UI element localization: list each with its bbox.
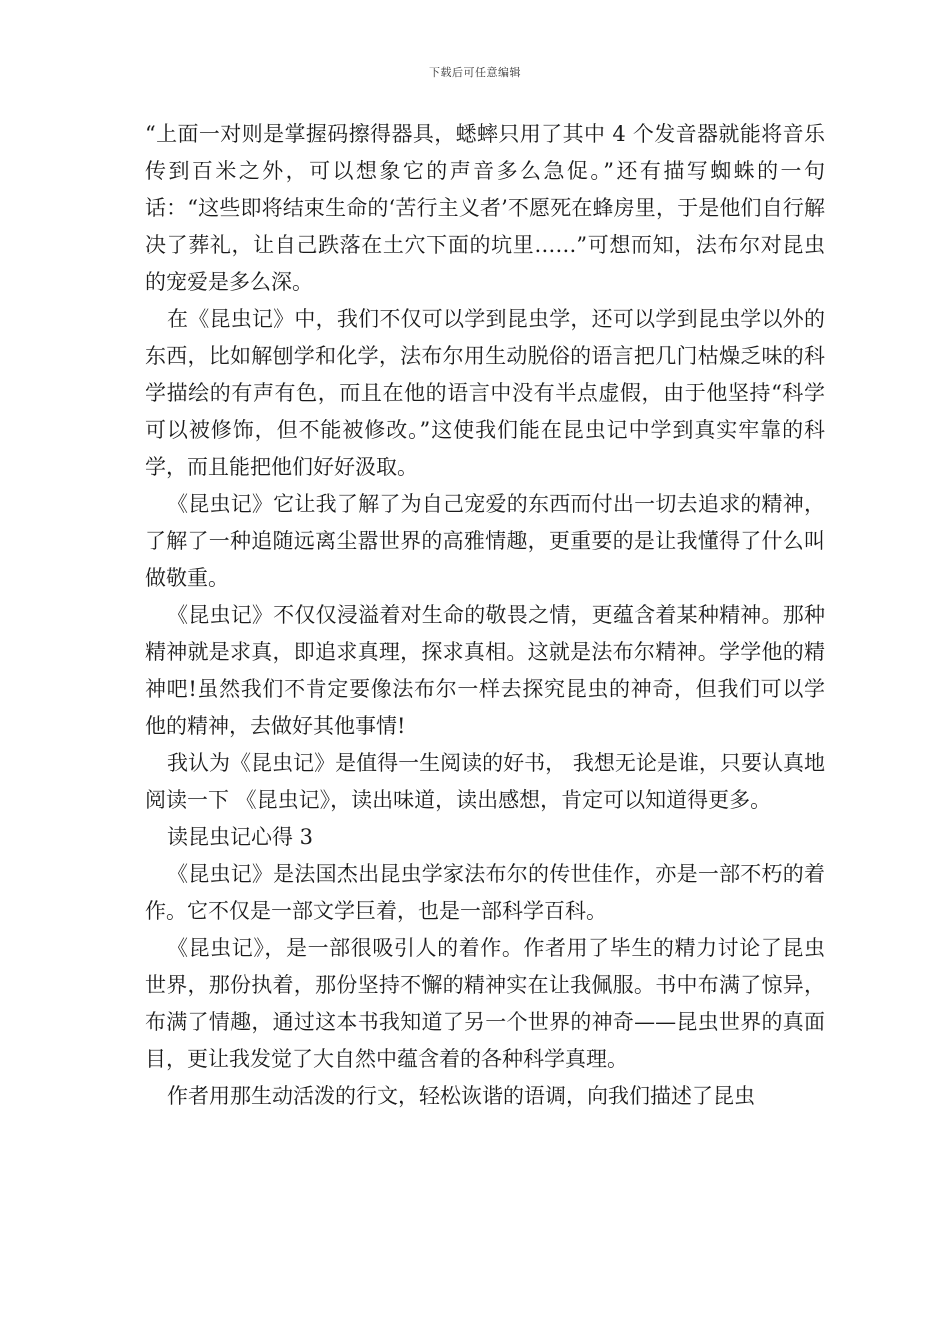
document-body — [145, 116, 825, 1115]
page-header: 下载后可任意编辑 — [429, 66, 521, 79]
paragraph: 《昆虫记》，是一部很吸引人的着作。作者用了毕生的精力讨论了昆虫世界，那份执着，那份坚持不懈的精神实在让我佩服。书中布满了惊异，布满了情趣，通过这本书我知道了另一个世界的神奇——昆虫世界的真面目，更让我发觉了大自然中蕴含着的各种科学真理。 — [145, 936, 825, 1071]
paragraph-continued-quote: “上面一对则是掌握码擦得器具，蟋蟀只用了其中 4 个发音器就能将音乐传到百米之外，可以想象它的声音多么急促。”还有描写蜘蛛的一句话：“这些即将结束生命的‘苦行主义者’不愿死在蜂房里，于是他们自行解决了葬礼，让自己跌落在土穴下面的坑里……”可想而知，法布尔对昆虫的宠爱是多么深。 — [145, 122, 825, 294]
paragraph: 《昆虫记》是法国杰出昆虫学家法布尔的传世佳作，亦是一部不朽的着作。它不仅是一部文学巨着，也是一部科学百科。 — [145, 862, 825, 923]
paragraph: 《昆虫记》它让我了解了为自己宠爱的东西而付出一切去追求的精神，了解了一种追随远离尘嚣世界的高雅情趣，更重要的是让我懂得了什么叫做敬重。 — [145, 492, 825, 590]
paragraph: 作者用那生动活泼的行文，轻松诙谐的语调，向我们描述了昆虫 — [167, 1084, 755, 1108]
section-heading: 读昆虫记心得 3 — [167, 825, 314, 849]
paragraph: 在《昆虫记》中，我们不仅可以学到昆虫学，还可以学到昆虫学以外的东西，比如解刨学和化学，法布尔用生动脱俗的语言把几门枯燥乏味的科学描绘的有声有色，而且在他的语言中没有半点虚假，由于他坚持“科学可以被修饰，但不能被修改。”这使我们能在昆虫记中学到真实牢靠的科学，而且能把他们好好汲取。 — [145, 307, 825, 479]
paragraph: 《昆虫记》不仅仅浸溢着对生命的敬畏之情，更蕴含着某种精神。那种精神就是求真，即追求真理，探求真相。这就是法布尔精神。学学他的精神吧!虽然我们不肯定要像法布尔一样去探究昆虫的神奇，但我们可以学他的精神，去做好其他事情! — [145, 603, 825, 738]
paragraph: 我认为《昆虫记》是值得一生阅读的好书， 我想无论是谁，只要认真地阅读一下 《昆虫记》，读出味道，读出感想，肯定可以知道得更多。 — [145, 751, 825, 812]
